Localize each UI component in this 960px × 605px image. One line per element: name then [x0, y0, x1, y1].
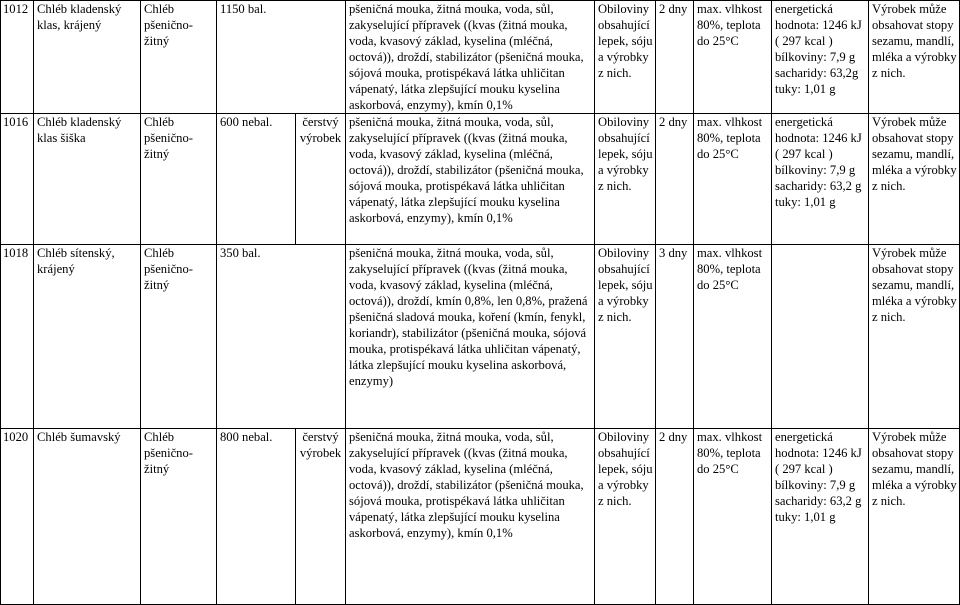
table-row [1, 114, 960, 245]
product-shelf-life: 2 dny [656, 429, 694, 605]
product-code: 1020 [1, 429, 34, 605]
product-traces: Výrobek může obsahovat stopy sezamu, mandlí, mléka a výrobky z nich. [869, 245, 960, 429]
product-type: Chléb pšenično-žitný [141, 1, 217, 114]
product-nutrition: energetická hodnota: 1246 kJ ( 297 kcal ) bílkoviny: 7,9 g sacharidy: 63,2 g tuky: 1,01 g [772, 429, 869, 605]
product-type: Chléb pšenično-žitný [141, 429, 217, 605]
product-allergens: Obiloviny obsahující lepek, sóju a výrobky z nich. [595, 245, 656, 429]
product-ingredients: pšeničná mouka, žitná mouka, voda, sůl, zakyselující přípravek ((kvas (žitná mouka, voda, kvasový základ, kyselina (mléčná, octová)), droždí, kmín 0,8%, len 0,8%, pražená pšeničná sladová mouka, koření (kmín, fenykl, koriandr), stabilizátor (pšeničná mouka, sójová mouka, protispékavá látka uhličitan vápenatý, látka zlepšující mouku kyselina askorbová, enzymy) [346, 245, 595, 429]
product-code: 1016 [1, 114, 34, 245]
product-type: Chléb pšenično-žitný [141, 245, 217, 429]
product-name: Chléb šumavský [34, 429, 141, 605]
product-allergens: Obiloviny obsahující lepek, sóju a výrobky z nich. [595, 429, 656, 605]
product-nutrition: energetická hodnota: 1246 kJ ( 297 kcal ) bílkoviny: 7,9 g sacharidy: 63,2 g tuky: 1,01 g [772, 114, 869, 245]
table-row [1, 245, 960, 429]
product-code: 1018 [1, 245, 34, 429]
product-storage: max. vlhkost 80%, teplota do 25°C [694, 245, 772, 429]
table-row [1, 429, 960, 605]
product-traces: Výrobek může obsahovat stopy sezamu, mandlí, mléka a výrobky z nich. [869, 1, 960, 114]
product-name: Chléb kladenský klas šiška [34, 114, 141, 245]
product-ingredients: pšeničná mouka, žitná mouka, voda, sůl, zakyselující přípravek ((kvas (žitná mouka, voda, kvasový základ, kyselina (mléčná, octová)), droždí, stabilizátor (pšeničná mouka, sójová mouka, protispékavá látka uhličitan vápenatý, látka zlepšující mouku kyselina askorbová, enzymy), kmín 0,1% [346, 1, 595, 114]
product-code: 1012 [1, 1, 34, 114]
product-traces: Výrobek může obsahovat stopy sezamu, mandlí, mléka a výrobky z nich. [869, 429, 960, 605]
product-shelf-life: 2 dny [656, 114, 694, 245]
product-storage: max. vlhkost 80%, teplota do 25°C [694, 1, 772, 114]
product-note: čerstvý výrobek [296, 114, 346, 245]
product-weight: 1150 bal. [217, 1, 346, 114]
product-traces: Výrobek může obsahovat stopy sezamu, mandlí, mléka a výrobky z nich. [869, 114, 960, 245]
product-name: Chléb sítenský, krájený [34, 245, 141, 429]
table-row [1, 1, 960, 114]
product-allergens: Obiloviny obsahující lepek, sóju a výrobky z nich. [595, 1, 656, 114]
product-storage: max. vlhkost 80%, teplota do 25°C [694, 429, 772, 605]
product-weight: 800 nebal. [217, 429, 296, 605]
product-weight: 600 nebal. [217, 114, 296, 245]
product-storage: max. vlhkost 80%, teplota do 25°C [694, 114, 772, 245]
product-type: Chléb pšenično-žitný [141, 114, 217, 245]
product-name: Chléb kladenský klas, krájený [34, 1, 141, 114]
product-ingredients: pšeničná mouka, žitná mouka, voda, sůl, zakyselující přípravek ((kvas (žitná mouka, voda, kvasový základ, kyselina (mléčná, octová)), droždí, stabilizátor (pšeničná mouka, sójová mouka, protispékavá látka uhličitan vápenatý, látka zlepšující mouku kyselina askorbová, enzymy), kmín 0,1% [346, 429, 595, 605]
product-allergens: Obiloviny obsahující lepek, sóju a výrobky z nich. [595, 114, 656, 245]
product-ingredients: pšeničná mouka, žitná mouka, voda, sůl, zakyselující přípravek ((kvas (žitná mouka, voda, kvasový základ, kyselina (mléčná, octová)), droždí, stabilizátor (pšeničná mouka, sójová mouka, protispékavá látka uhličitan vápenatý, látka zlepšující mouku kyselina askorbová, enzymy), kmín 0,1% [346, 114, 595, 245]
product-shelf-life: 2 dny [656, 1, 694, 114]
product-nutrition [772, 245, 869, 429]
product-weight: 350 bal. [217, 245, 346, 429]
product-shelf-life: 3 dny [656, 245, 694, 429]
product-note: čerstvý výrobek [296, 429, 346, 605]
product-nutrition: energetická hodnota: 1246 kJ ( 297 kcal ) bílkoviny: 7,9 g sacharidy: 63,2g tuky: 1,01 g [772, 1, 869, 114]
